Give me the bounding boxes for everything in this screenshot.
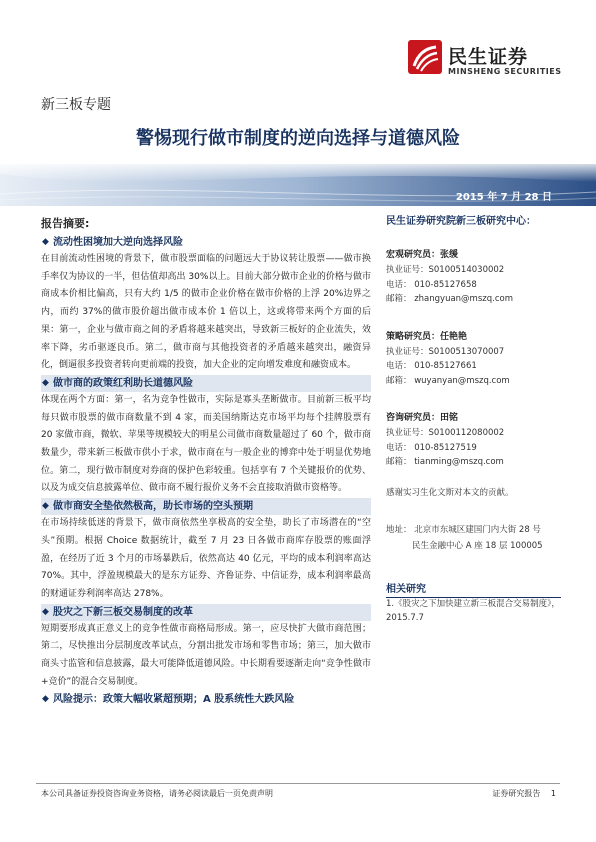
analyst-phone: 电话： 010-85127658: [386, 279, 477, 290]
section-paragraph: 体现在两个方面：第一，名为竞争性做市，实际是寡头垄断做市。目前新三板平均每只做市股票的做市商数量不到 4 家，而美国纳斯达克市场平均每个挂牌股票有 20 家做市商，微软、苹果等规模较大的明星公司做市商数量超过了 60 个，做市商数量少，带来新三板做市供小于求，做市商在与一般企业的博弈中处于明显优势地位。第二，现行做市制度对券商的保护色彩较重。包括享有 7 个关键报价的优势、以及为成交信息披露单位、做市商不履行报价义务不会直接取消做市资格等。: [41, 394, 371, 494]
footer-divider: [36, 783, 560, 784]
report-category: 新三板专题: [41, 97, 111, 113]
report-date: 2015 年 7 月 28 日: [455, 192, 552, 203]
analyst-license: 执业证号：S0100513070007: [386, 346, 505, 357]
analyst-email[interactable]: 邮箱： zhangyuan@mszq.com: [386, 294, 513, 304]
analyst-license: 执业证号：S0100112080002: [386, 428, 505, 438]
diamond-bullet-icon: ◆: [42, 501, 49, 512]
analyst-phone: 电话： 010-85127661: [386, 361, 477, 371]
section-heading: ◆ 股灾之下新三板交易制度的改革: [41, 604, 371, 621]
analyst-role: 宏观研究员：张缓: [386, 250, 459, 260]
diamond-bullet-icon: ◆: [42, 606, 49, 617]
logo-english-name: MINSHENG SECURITIES: [448, 67, 562, 76]
address-line: 民生金融中心 A 座 18 层 100005: [412, 541, 543, 551]
related-research-item[interactable]: 1.《股灾之下加快建立新三板混合交易制度》，2015.7.7: [386, 599, 560, 623]
acknowledgement: 感谢实习生化文斯对本文的贡献。: [386, 487, 514, 498]
logo-chinese-name: 民生证券: [448, 46, 529, 68]
section-heading: ◆ 做市商安全垫依然极高，助长市场的空头预期: [41, 498, 371, 515]
analyst-card: [386, 410, 561, 470]
analyst-email[interactable]: 邮箱： wuyanyan@mszq.com: [386, 375, 510, 386]
research-dept: 民生证券研究院新三板研究中心：: [386, 216, 536, 227]
diamond-bullet-icon: ◆: [42, 694, 49, 705]
analyst-email[interactable]: 邮箱： tianming@mszq.com: [386, 457, 504, 467]
footer-disclaimer: 本公司具备证券投资咨询业务资格，请务必阅读最后一页免责声明: [41, 789, 273, 798]
diamond-bullet-icon: ◆: [42, 237, 49, 247]
section-paragraph: 在市场持续低迷的背景下，做市商依然坐享极高的安全垫，助长了市场潜在的“空头”预期。根据 Choice 数据统计，截至 7 月 23 日各做市商库存股票的账面浮盈，在经历了近 3 个月的市场暴跌后，依然高达 40 亿元，平均的成本利润率高达 70%。其中，浮盈规模最大的是东方证券、齐鲁证券、中信证券，成本利润率最高的财通证券利润率高达 278%。: [41, 518, 371, 599]
analyst-card: [386, 247, 561, 307]
analyst-card: [386, 329, 561, 389]
section-paragraph: 在目前流动性困境的背景下，做市股票面临的问题远大于协议转让股票——做市换手率仅为协议的一半，但估值却高出 30%以上。目前大部分做市企业的价格与做市商成本价相比偏高，只有大约 1/5 的做市企业价格在做市价格的上浮 20%边界之内，而约 37%的做市股价超出做市成本价 1 倍以上，这或将带来两个方面的后果：第一，企业与做市商之间的矛盾将越来越突出，导致新三板好的企业流失，效率下降，劣币驱逐良币。第二，做市商与其他投资者的矛盾越来越突出，融资异化，倒逼很多投资者转向更前端的投资，加大企业的定向增发难度和融资成本。: [41, 254, 371, 371]
brand-logo: [408, 40, 562, 80]
report-title: 警惕现行做市制度的逆向选择与道德风险: [136, 128, 460, 149]
minsheng-logo-icon: [408, 40, 442, 74]
related-research-title: 相关研究: [386, 580, 561, 598]
analyst-license: 执业证号：S0100514030002: [386, 265, 505, 275]
page-number: 1: [550, 789, 556, 798]
diamond-bullet-icon: ◆: [42, 377, 49, 388]
analyst-phone: 电话： 010-85127519: [386, 442, 477, 453]
footer-doc-type: 证券研究报告: [492, 789, 541, 798]
analyst-sidebar: [386, 213, 561, 500]
analyst-role: 策略研究员：任艳艳: [386, 331, 468, 342]
risk-warning-heading: ◆ 风险提示：政策大幅收紧超预期；A 股系统性大跌风险: [41, 691, 371, 708]
company-address: [386, 522, 561, 554]
section-heading: ◆ 做市商的政策红利助长道德风险: [41, 375, 371, 392]
summary-title: 报告摘要:: [41, 217, 90, 230]
footer-info: [484, 788, 556, 799]
summary-column: [41, 215, 371, 708]
analyst-role: 咨询研究员：田铭: [386, 413, 459, 423]
address-line: 地址： 北京市东城区建国门内大街 28 号: [386, 525, 541, 535]
section-heading: ◆ 流动性困境加大逆向选择风险: [41, 234, 371, 251]
section-paragraph: 短期要形成真正意义上的竞争性做市商格局形成。第一，应尽快扩大做市商范围；第二，尽快推出分层制度改革试点，分割出批发市场和零售市场；第三，加大做市商头寸监管和信息披露，最大可能降低道德风险。中长期看要逐渐走向“竞争性做市+竞价”的混合交易制度。: [41, 623, 371, 687]
